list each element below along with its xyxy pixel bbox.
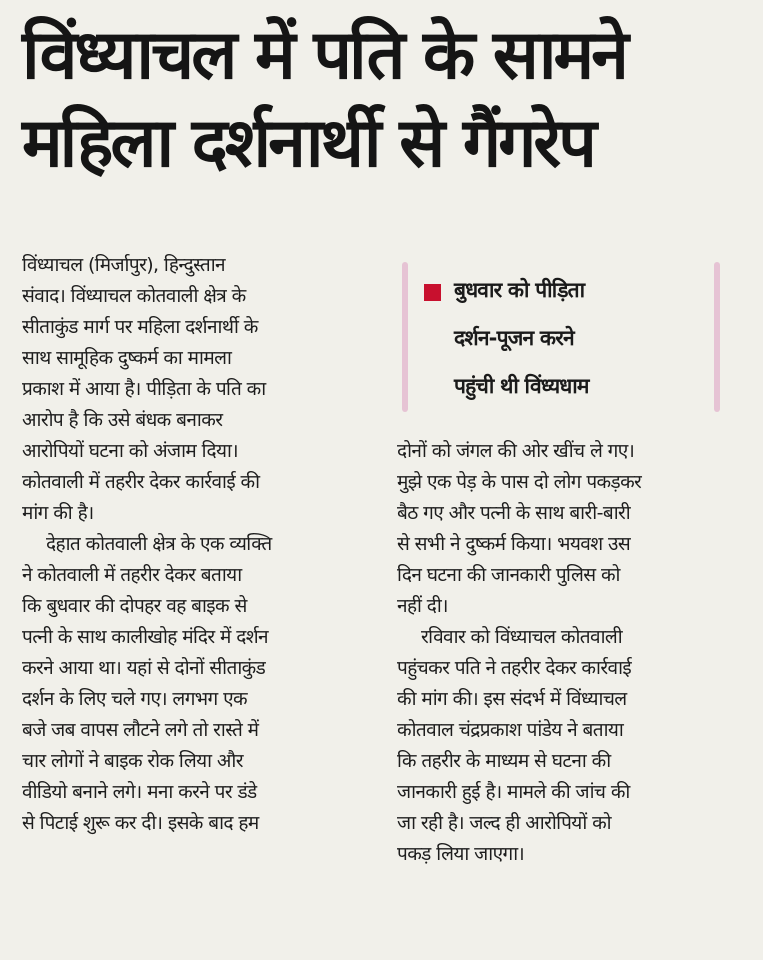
body-line: मांग की है। [22, 502, 94, 524]
pull-quote-line: पहुंची थी विंध्यधाम [454, 374, 589, 398]
headline-line-2: महिला दर्शनार्थी से गैंगरेप [22, 104, 594, 183]
body-line: कोतवाल चंद्रप्रकाश पांडेय ने बताया [397, 719, 624, 741]
body-line: बजे जब वापस लौटने लगे तो रास्ते में [22, 719, 259, 741]
headline-line-1: विंध्याचल में पति के सामने [22, 16, 626, 95]
body-line: से पिटाई शुरू कर दी। इसके बाद हम [22, 812, 259, 834]
body-line: दिन घटना की जानकारी पुलिस को [397, 564, 620, 586]
pull-quote-line: दर्शन-पूजन करने [454, 326, 574, 350]
body-line: आरोप है कि उसे बंधक बनाकर [22, 409, 223, 431]
body-line: साथ सामूहिक दुष्कर्म का मामला [22, 347, 232, 369]
pull-quote-text [454, 266, 589, 410]
body-line: जा रही है। जल्द ही आरोपियों को [397, 812, 611, 834]
body-line: दर्शन के लिए चले गए। लगभग एक [22, 688, 247, 710]
body-line: करने आया था। यहां से दोनों सीताकुंड [22, 657, 266, 679]
pull-quote-box [402, 262, 720, 414]
body-line: चार लोगों ने बाइक रोक लिया और [22, 750, 243, 772]
pull-quote-line: बुधवार को पीड़िता [454, 278, 585, 302]
headline [22, 12, 747, 188]
body-line: रविवार को विंध्याचल कोतवाली [421, 626, 623, 648]
pull-quote-right-bar [714, 262, 720, 412]
body-line: से सभी ने दुष्कर्म किया। भयवश उस [397, 533, 631, 555]
body-line: कि तहरीर के माध्यम से घटना की [397, 750, 611, 772]
body-line: दोनों को जंगल की ओर खींच ले गए। [397, 440, 635, 462]
body-line: सीताकुंड मार्ग पर महिला दर्शनार्थी के [22, 316, 258, 338]
article-left-column [22, 250, 367, 839]
body-line: वीडियो बनाने लगे। मना करने पर डंडे [22, 781, 257, 803]
body-line: कि बुधवार की दोपहर वह बाइक से [22, 595, 247, 617]
article-right-column [397, 436, 742, 870]
body-line: जानकारी हुई है। मामले की जांच की [397, 781, 630, 803]
body-line: कोतवाली में तहरीर देकर कार्रवाई की [22, 471, 260, 493]
body-line: नहीं दी। [397, 595, 448, 617]
body-line: की मांग की। इस संदर्भ में विंध्याचल [397, 688, 627, 710]
body-line: देहात कोतवाली क्षेत्र के एक व्यक्ति [46, 533, 272, 555]
body-line: बैठ गए और पत्नी के साथ बारी-बारी [397, 502, 631, 524]
body-line: पहुंचकर पति ने तहरीर देकर कार्रवाई [397, 657, 632, 679]
bullet-square-icon [424, 284, 441, 301]
body-line: विंध्याचल (मिर्जापुर), हिन्दुस्तान [22, 254, 225, 276]
body-line: मुझे एक पेड़ के पास दो लोग पकड़कर [397, 471, 642, 493]
pull-quote-left-bar [402, 262, 408, 412]
body-line: आरोपियों घटना को अंजाम दिया। [22, 440, 238, 462]
body-line: ने कोतवाली में तहरीर देकर बताया [22, 564, 242, 586]
body-line: पत्नी के साथ कालीखोह मंदिर में दर्शन [22, 626, 268, 648]
body-line: पकड़ लिया जाएगा। [397, 843, 525, 865]
body-line: प्रकाश में आया है। पीड़िता के पति का [22, 378, 266, 400]
body-line: संवाद। विंध्याचल कोतवाली क्षेत्र के [22, 285, 246, 307]
